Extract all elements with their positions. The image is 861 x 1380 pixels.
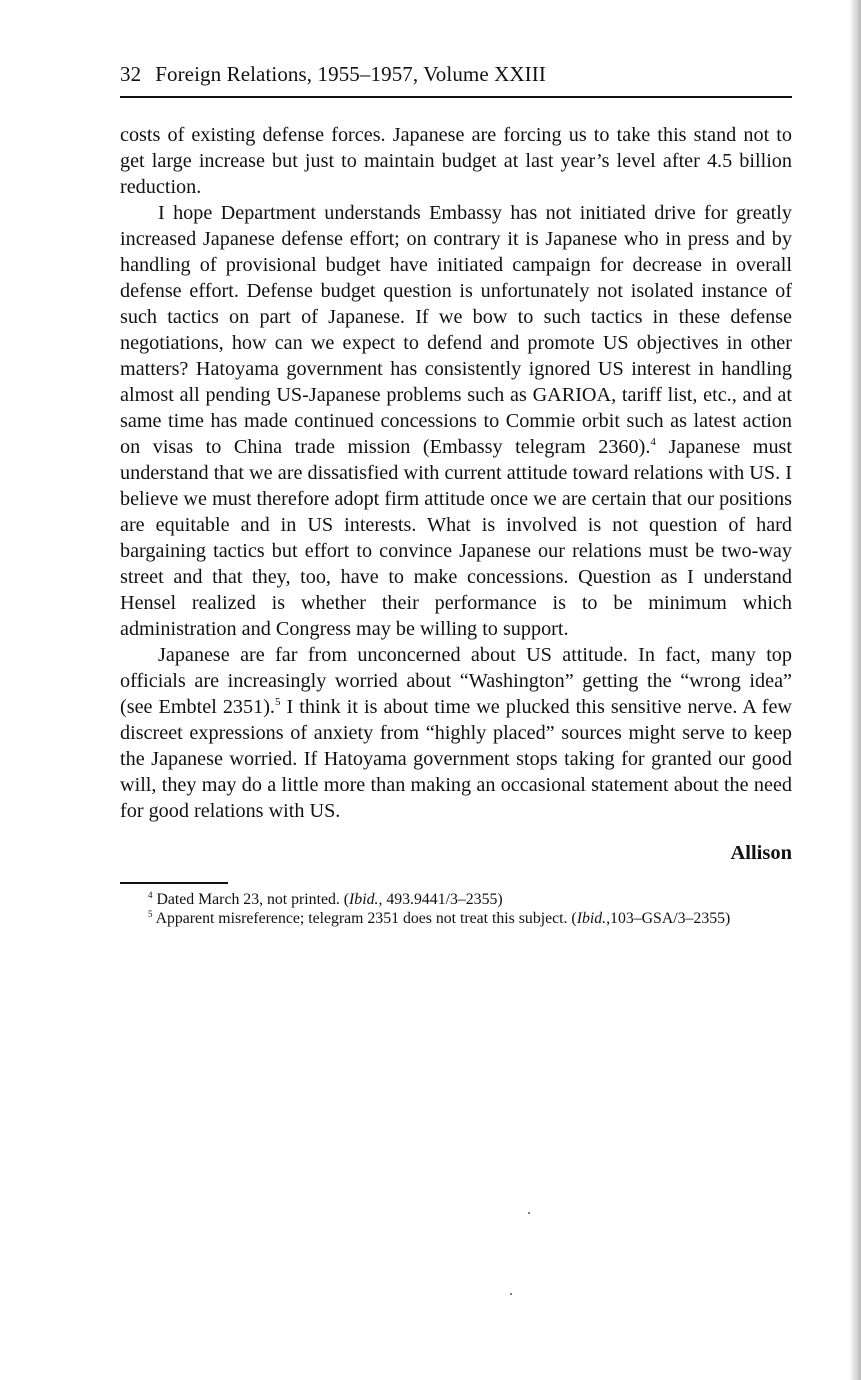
footnote-divider [120, 882, 228, 884]
running-head [120, 62, 792, 98]
footnote-number: 4 [148, 890, 153, 900]
paragraph-continued [120, 122, 792, 200]
scan-speck [528, 1212, 530, 1214]
footnote-ref-4: 4 [650, 436, 656, 448]
page-number: 32 [120, 62, 142, 86]
paragraph-3-text-a: Japanese are far from unconcerned about US attitude. In fact, many top officials are increasingly worried about “Washington” getting the “wrong idea” (see Embtel 2351). [120, 644, 792, 718]
footnote-ibid: Ibid., [576, 910, 611, 927]
footnote-text: Apparent misreference; telegram 2351 does not treat this subject. ( [155, 910, 577, 927]
paragraph-1-text: costs of existing defense forces. Japanese are forcing us to take this stand not to get large increase but just to maintain budget at last year’s level after 4.5 billion reduction. [120, 124, 792, 198]
paragraph-3-text-b: I think it is about time we plucked this sensitive nerve. A few discreet expressions of anxiety from “highly placed” sources might serve to keep the Japanese worried. If Hatoyama government stops taking for granted our good will, they may do a little more than making an occasional statement about the need for good relations with US. [120, 696, 792, 822]
paragraph-2-text-a: I hope Department understands Embassy has not initiated drive for greatly increased Japanese defense effort; on contrary it is Japanese who in press and by handling of provisional budget have initiated campaign for decrease in overall defense effort. Defense budget question is unfortunately not isolated instance of such tactics on part of Japanese. If we bow to such tactics in these defense negotiations, how can we expect to defend and promote US objectives in other matters? Hatoyama government has consistently ignored US interest in handling almost all pending US-Japanese problems such as GARIOA, tariff list, etc., and at same time has made continued concessions to Commie orbit such as latest action on visas to China trade mission (Embassy telegram 2360). [120, 202, 792, 458]
footnote-citation: 103–GSA/3–2355) [610, 910, 731, 927]
footnote-item [120, 909, 792, 928]
footnote-text: Dated March 23, not printed. ( [156, 891, 350, 908]
footnote-item [120, 890, 792, 909]
footnotes [120, 890, 792, 928]
footnote-number: 5 [148, 909, 153, 919]
document-page [120, 62, 792, 928]
scan-shadow-edge [849, 0, 861, 1380]
publication-title: Foreign Relations, 1955–1957, Volume XXIII [155, 62, 546, 86]
scan-speck [510, 1293, 512, 1295]
paragraph-3 [120, 642, 792, 824]
paragraph-2-text-b: Japanese must understand that we are dissatisfied with current attitude toward relations with US. I believe we must therefore adopt firm attitude once we are certain that our positions are equitable and in US interests. What is involved is not question of hard bargaining tactics but effort to convince Japanese our relations must be two-way street and that they, too, have to make concessions. Question as I understand Hensel realized is whether their performance is to be minimum which administration and Congress may be willing to support. [120, 436, 792, 640]
footnote-ibid: Ibid., [349, 891, 383, 908]
body-text [120, 122, 792, 824]
paragraph-2 [120, 200, 792, 642]
footnote-ref-5: 5 [274, 696, 281, 708]
footnote-citation: 493.9441/3–2355) [382, 891, 503, 908]
signature: Allison [730, 842, 792, 864]
